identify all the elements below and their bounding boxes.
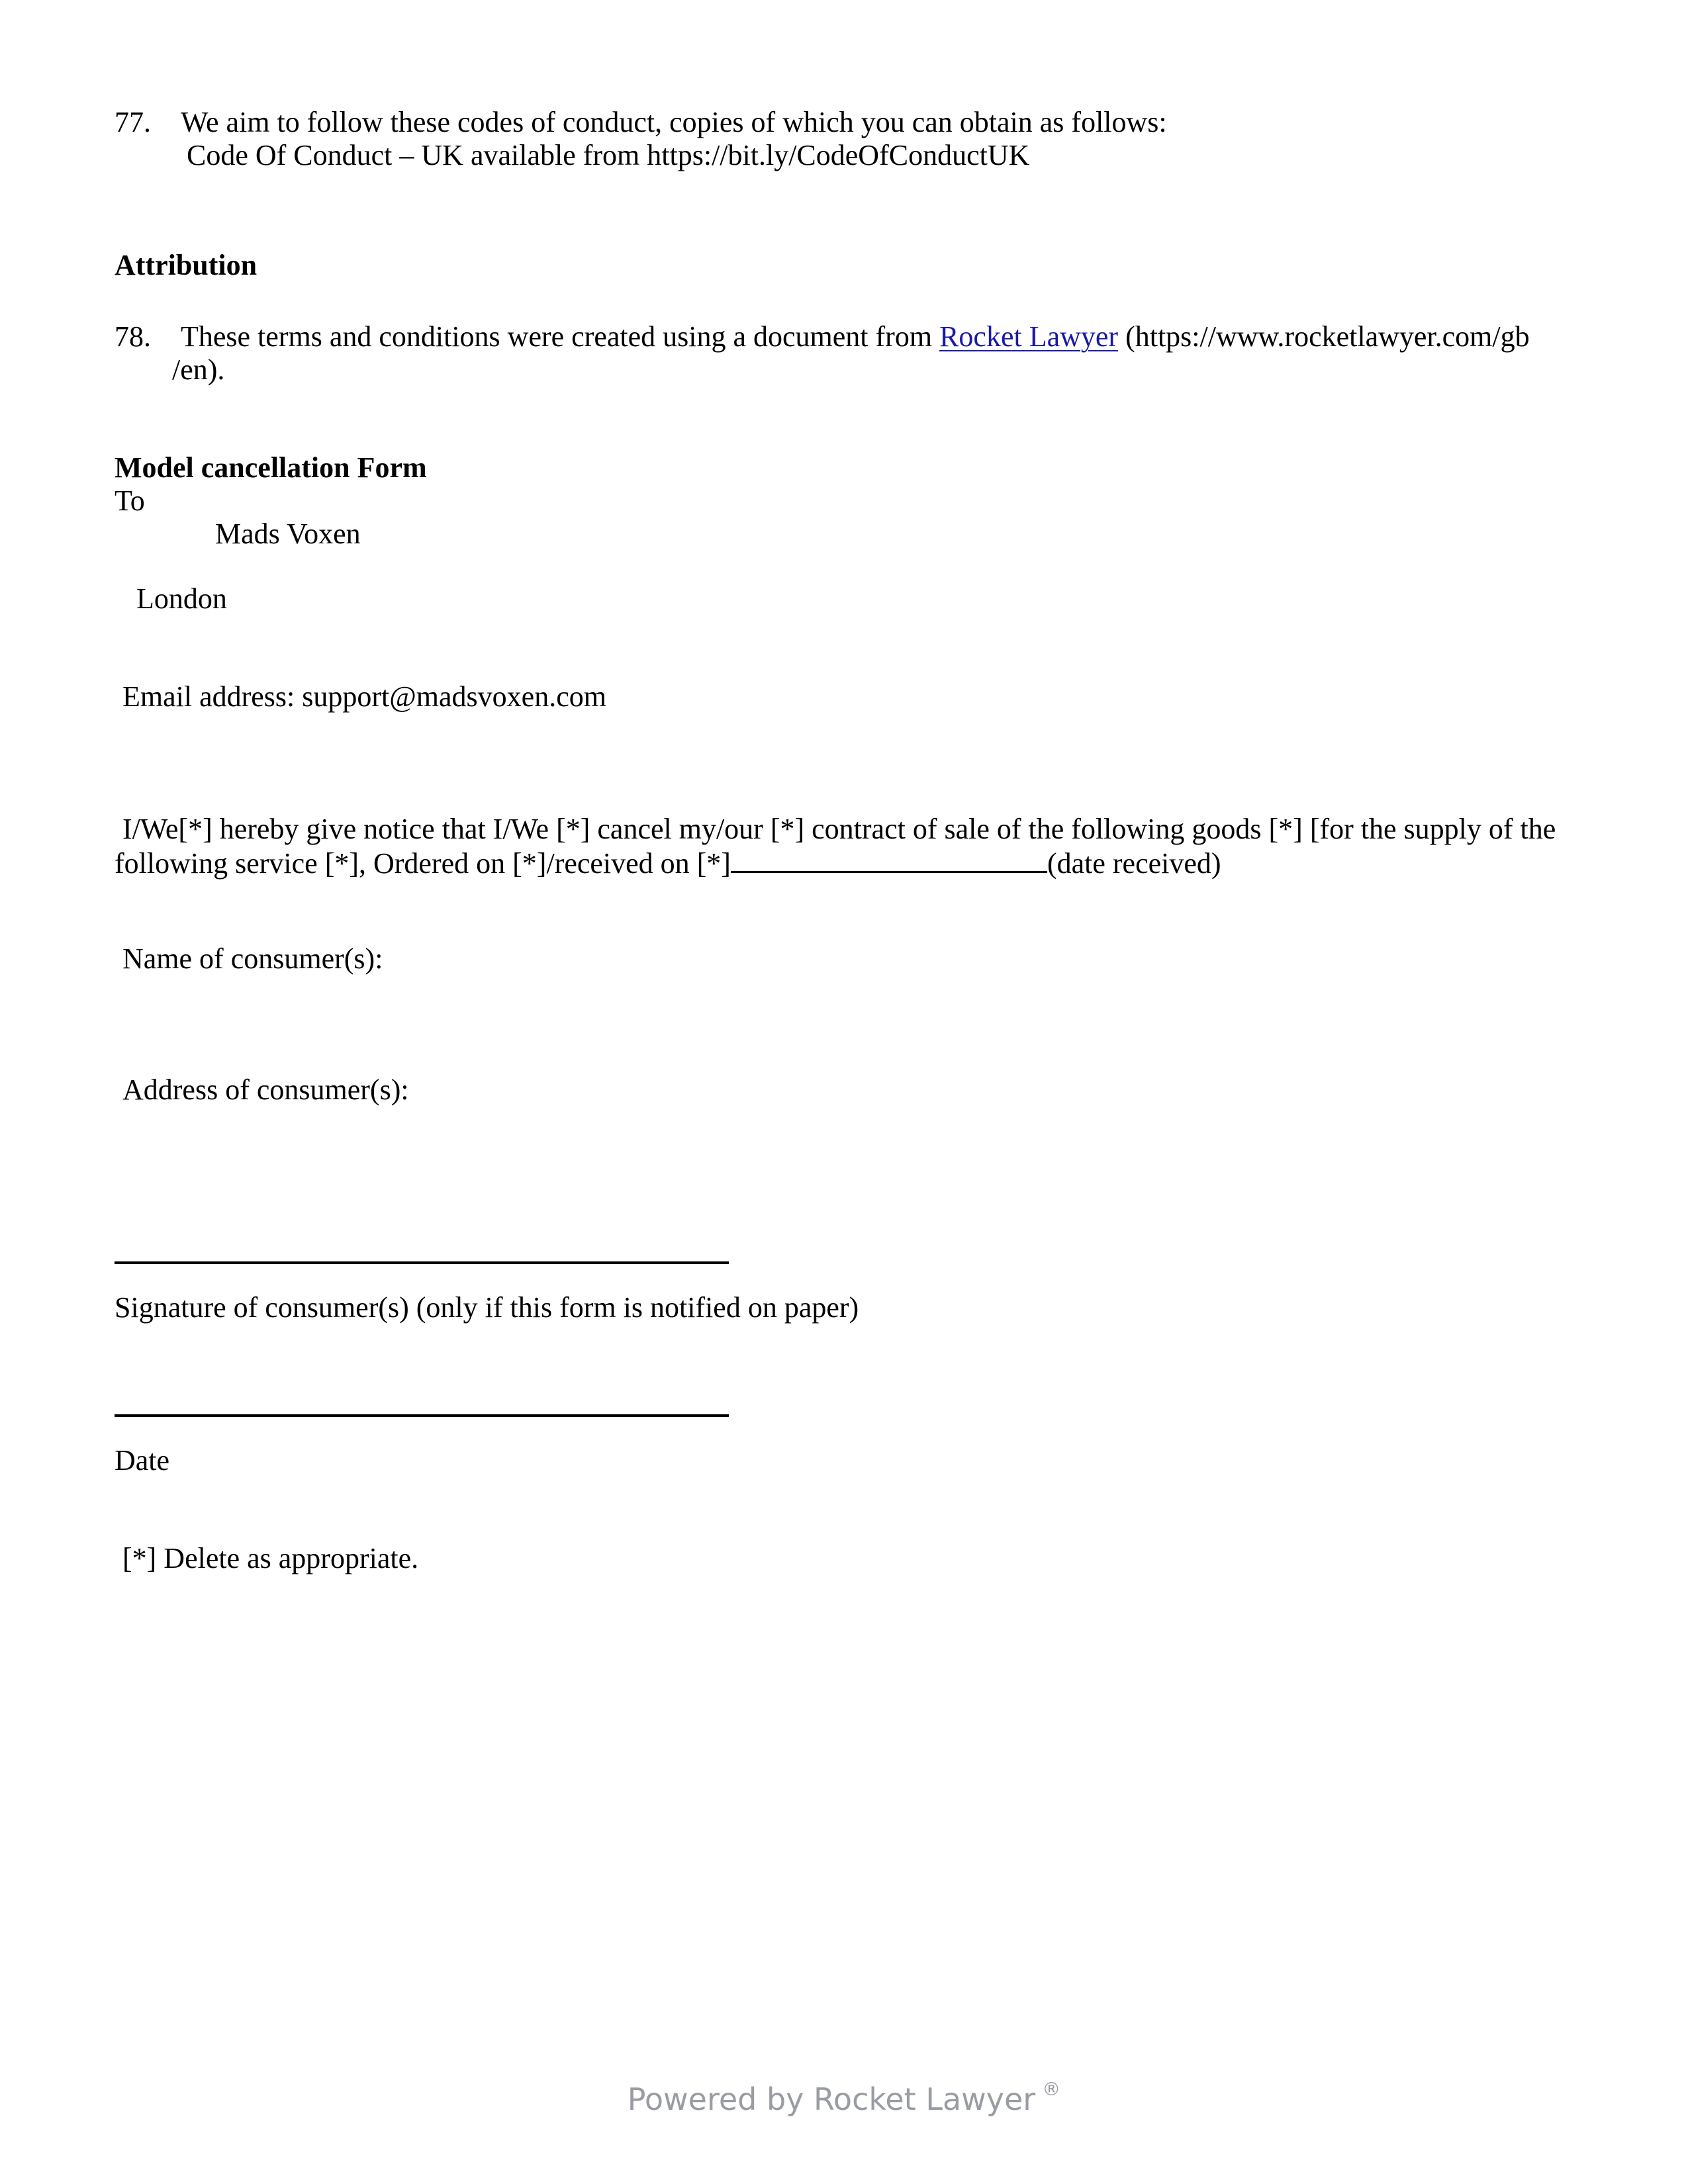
recipient-email: Email address: support@madsvoxen.com [122, 680, 606, 713]
clause-number: 78. [115, 320, 151, 353]
footer-text: Powered by Rocket Lawyer [627, 2081, 1036, 2117]
rocket-lawyer-link[interactable]: Rocket Lawyer [939, 320, 1119, 353]
to-label: To [115, 484, 145, 517]
clause-78-continuation: /en). [172, 353, 225, 386]
consumer-address-label: Address of consumer(s): [122, 1073, 409, 1106]
clause-number: 77. [115, 106, 151, 138]
powered-by-footer [0, 2078, 1688, 2117]
clause-text: These terms and conditions were created using a document from [181, 320, 933, 353]
footnote: [*] Delete as appropriate. [122, 1542, 419, 1574]
consumer-name-label: Name of consumer(s): [122, 942, 383, 975]
date-line[interactable] [115, 1414, 729, 1417]
clause-url: (https://www.rocketlawyer.com/gb [1125, 320, 1530, 353]
recipient-city: London [136, 582, 227, 615]
registered-mark-icon: ® [1042, 2078, 1061, 2100]
notice-text: following service [*], Ordered on [*]/received on [*] [115, 847, 731, 880]
section-heading-attribution: Attribution [115, 249, 258, 281]
clause-77 [115, 106, 1167, 139]
date-received-blank[interactable] [731, 846, 1047, 873]
form-heading: Model cancellation Form [115, 451, 427, 484]
notice-line-2 [115, 846, 1221, 880]
clause-78 [115, 320, 1530, 353]
clause-text: We aim to follow these codes of conduct, copies of which you can obtain as follows: [181, 106, 1167, 138]
date-received-label: (date received) [1047, 847, 1221, 880]
date-label: Date [115, 1444, 170, 1477]
signature-label: Signature of consumer(s) (only if this form is notified on paper) [115, 1291, 859, 1324]
notice-line-1: I/We[*] hereby give notice that I/We [*] cancel my/our [*] contract of sale of the following goods [*] [for the supply of the [122, 813, 1556, 845]
code-of-conduct-line: Code Of Conduct – UK available from https://bit.ly/CodeOfConductUK [187, 139, 1030, 171]
recipient-name: Mads Voxen [215, 518, 361, 550]
signature-line[interactable] [115, 1261, 729, 1264]
